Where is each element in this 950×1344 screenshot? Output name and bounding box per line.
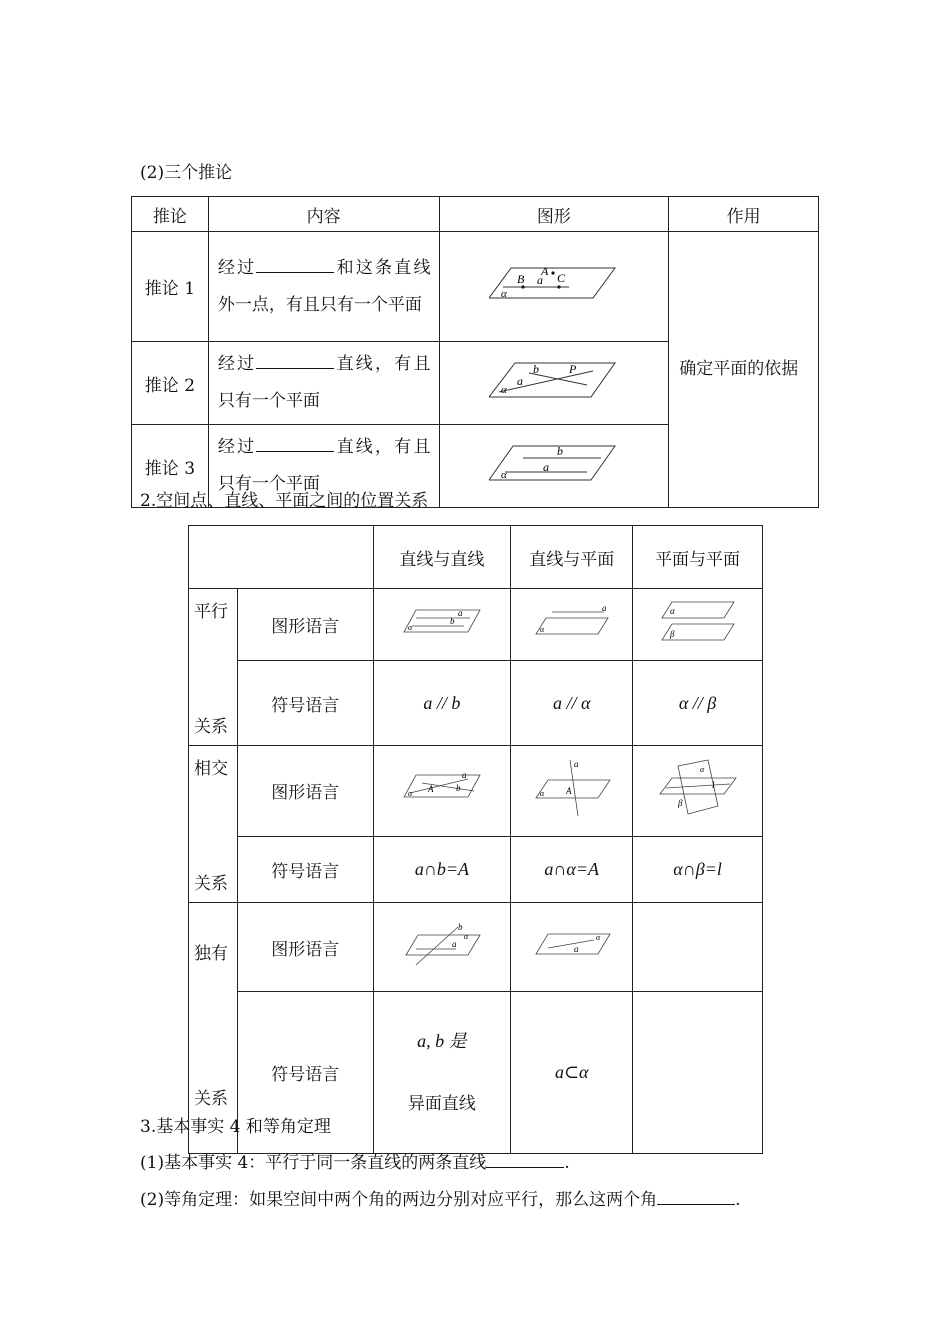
svg-text:C: C (556, 271, 565, 285)
group-parallel: 平行 关系 (189, 589, 238, 746)
fill-blank[interactable] (256, 354, 334, 369)
parallel-symbol-line-plane: a // α (511, 661, 633, 746)
col-header-line-plane: 直线与平面 (511, 526, 633, 589)
svg-text:a: a (601, 606, 607, 614)
svg-text:P: P (568, 361, 577, 376)
corollary-1-content: 经过 和这条直线外一点，有且只有一个平面 (208, 232, 439, 342)
svg-text:a: a (451, 938, 457, 949)
intersect-line-line-figure (373, 746, 511, 837)
svg-text:α: α (500, 468, 507, 481)
svg-text:l: l (711, 780, 715, 791)
unique-line-plane-figure (511, 903, 633, 992)
plane-parallel-lines-diagram (489, 444, 619, 484)
positions-table (188, 525, 763, 1154)
header-effect: 作用 (669, 197, 819, 232)
svg-text:β: β (669, 629, 675, 640)
header-content: 内容 (208, 197, 439, 232)
parallel-symbol-label: 符号语言 (237, 661, 373, 746)
corner-cell (189, 526, 374, 589)
svg-text:b: b (457, 922, 463, 932)
svg-text:β: β (677, 798, 683, 809)
fact4-statement: (1)基本事实 4：平行于同一条直线的两条直线 . (140, 1153, 570, 1173)
unique-figure-label: 图形语言 (237, 903, 373, 992)
corollaries-table (131, 196, 819, 508)
col-header-plane-plane: 平面与平面 (633, 526, 763, 589)
group-unique: 独有 关系 (189, 903, 238, 1154)
header-figure: 图形 (439, 197, 669, 232)
svg-text:a: a (573, 759, 579, 770)
section-heading-corollaries: (2)三个推论 (140, 163, 233, 183)
unique-symbol-line-plane: a⊂α (511, 992, 633, 1154)
unique-line-line-figure (373, 903, 511, 992)
parallel-line-plane-figure (511, 589, 633, 661)
intersect-symbol-label: 符号语言 (237, 836, 373, 902)
svg-text:a: a (536, 273, 543, 287)
fill-blank[interactable] (256, 437, 334, 452)
parallel-symbol-line-line: a // b (373, 661, 511, 746)
svg-text:α: α (407, 789, 413, 799)
parallel-plane-plane-figure (633, 589, 763, 661)
parallel-symbol-plane-plane: α // β (633, 661, 763, 746)
plane-intersecting-lines-diagram (489, 361, 619, 401)
intersect-symbol-line-line: a∩b=A (373, 836, 511, 902)
svg-text:a: a (573, 943, 579, 954)
svg-text:α: α (539, 625, 544, 635)
section-heading-positions: 2.空间点、直线、平面之间的位置关系 (140, 491, 429, 511)
svg-text:α: α (500, 383, 507, 396)
fill-blank[interactable] (486, 1153, 564, 1168)
svg-text:α: α (669, 606, 675, 617)
svg-text:α: α (699, 765, 704, 775)
svg-text:α: α (463, 931, 469, 941)
corollary-2-label: 推论 2 (132, 342, 209, 425)
svg-text:a: a (457, 608, 463, 619)
svg-text:b: b (455, 783, 461, 794)
header-corollary: 推论 (132, 197, 209, 232)
svg-text:α: α (500, 288, 507, 300)
section-heading-fact4: 3.基本事实 4 和等角定理 (140, 1117, 331, 1137)
corollary-2-figure (439, 342, 669, 425)
plane-line-point-diagram (489, 264, 619, 304)
corollary-3-label: 推论 3 (132, 425, 209, 508)
corollary-3-content: 经过 直线，有且只有一个平面 (208, 425, 439, 508)
svg-text:A: A (540, 264, 549, 278)
corollary-1-label: 推论 1 (132, 232, 209, 342)
corollary-2-content: 经过 直线，有且只有一个平面 (208, 342, 439, 425)
svg-text:b: b (532, 361, 539, 376)
svg-text:a: a (461, 771, 467, 781)
fill-blank[interactable] (657, 1190, 735, 1205)
unique-plane-plane-figure (633, 903, 763, 992)
col-header-line-line: 直线与直线 (373, 526, 511, 589)
svg-text:α: α (539, 789, 544, 799)
svg-text:A: A (565, 786, 572, 797)
fill-blank[interactable] (256, 258, 334, 273)
parallel-figure-label: 图形语言 (237, 589, 373, 661)
svg-text:α: α (407, 623, 413, 633)
svg-text:A: A (427, 784, 434, 795)
corollary-1-figure (439, 232, 669, 342)
intersect-symbol-plane-plane: α∩β=l (633, 836, 763, 902)
svg-text:b: b (556, 443, 563, 458)
group-intersecting: 相交 关系 (189, 746, 238, 903)
svg-text:a: a (516, 373, 523, 388)
intersect-line-plane-figure (511, 746, 633, 837)
equal-angle-theorem: (2)等角定理：如果空间中两个角的两边分别对应平行，那么这两个角 . (140, 1190, 741, 1210)
svg-text:b: b (449, 616, 455, 627)
unique-symbol-plane-plane (633, 992, 763, 1154)
unique-symbol-label: 符号语言 (237, 992, 373, 1154)
intersect-symbol-line-plane: a∩α=A (511, 836, 633, 902)
parallel-line-line-figure (373, 589, 511, 661)
unique-symbol-line-line: a, b 是 异面直线 (373, 992, 511, 1154)
intersect-plane-plane-figure (633, 746, 763, 837)
svg-text:B: B (516, 272, 525, 286)
effect-cell: 确定平面的依据 (669, 232, 819, 508)
intersect-figure-label: 图形语言 (237, 746, 373, 837)
svg-text:α: α (595, 932, 600, 942)
corollary-3-figure (439, 425, 669, 508)
svg-text:a: a (542, 459, 549, 474)
